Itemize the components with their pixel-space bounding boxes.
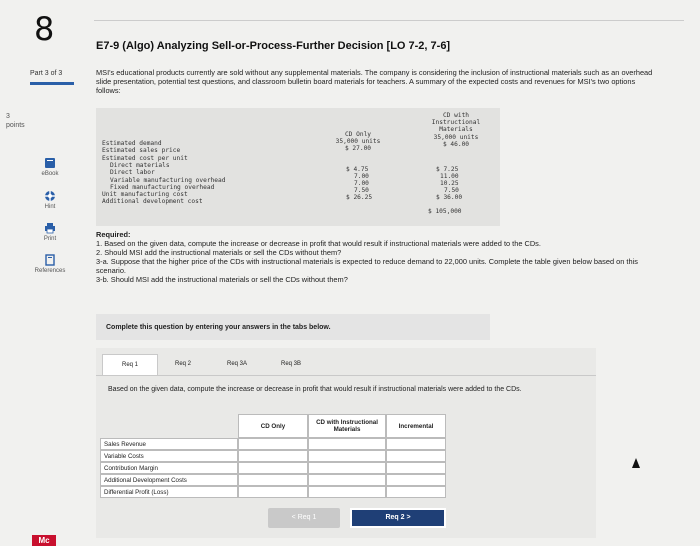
required-item: 3-a. Suppose that the higher price of the CDs with instructional materials is expected to reduce demand to 22,000 units. Complete the table given below based on this scenario. xyxy=(96,257,638,275)
row-label-additional-development-costs: Additional Development Costs xyxy=(100,474,238,486)
mouse-cursor xyxy=(632,458,640,468)
tab-req-3a[interactable]: Req 3A xyxy=(226,361,247,367)
header-incremental: Incremental xyxy=(386,414,446,438)
header-line: Materials xyxy=(439,126,473,134)
row-label: Direct labor xyxy=(110,169,155,176)
panel-instructions: Based on the given data, compute the increase or decrease in profit that would result if instructional materials were added to the CDs. xyxy=(108,386,522,393)
value-cd-only: 7.50 xyxy=(354,187,369,194)
points-block xyxy=(6,112,25,130)
header-line: 35,000 units xyxy=(433,133,479,141)
tab-divider xyxy=(96,375,596,376)
input-incremental-contribution-margin[interactable] xyxy=(386,462,446,474)
required-item: 3-b. Should MSI add the instructional materials or sell the CDs without them? xyxy=(96,275,348,284)
input-cd-with-variable-costs[interactable] xyxy=(308,450,386,462)
header-cd-with-materials xyxy=(416,112,496,148)
header-cd-only xyxy=(328,131,388,153)
row-label: Estimated cost per unit xyxy=(102,155,188,162)
value-cd-only: $ 26.25 xyxy=(346,194,373,201)
question-number: 8 xyxy=(34,10,55,48)
row-label-sales-revenue: Sales Revenue xyxy=(100,438,238,450)
required-section xyxy=(96,230,656,284)
row-label: Estimated sales price xyxy=(102,147,181,154)
sidebar-item-label: References xyxy=(34,268,66,274)
header-line: CD Only xyxy=(344,131,372,138)
input-cd-only-variable-costs[interactable] xyxy=(238,450,308,462)
intro-text: MSI's educational products currently are sold without any supplemental materials. The company is considering the inclusion of instructional materials such as an overhead slide presentation, potential test questions, and classroom bulletin board materials for teachers. A summary of the expected costs and revenues for MSI's two options follows: xyxy=(96,68,653,95)
sidebar-item-label: eBook xyxy=(41,171,59,177)
input-cd-only-contribution-margin[interactable] xyxy=(238,462,308,474)
row-label: Unit manufacturing cost xyxy=(102,191,188,198)
references-icon xyxy=(44,254,56,266)
sidebar-item-label: Hint xyxy=(44,204,56,210)
complete-notice xyxy=(96,314,490,340)
points-label: points xyxy=(6,122,25,129)
next-req-button[interactable]: Req 2 > xyxy=(350,508,446,528)
header-divider xyxy=(94,20,684,21)
value-cd-with: $ 105,000 xyxy=(428,208,462,215)
header-line: $ 27.00 xyxy=(344,145,372,153)
row-label-differential-profit: Differential Profit (Loss) xyxy=(100,486,238,498)
value-cd-with: 7.50 xyxy=(444,187,459,194)
input-cd-with-sales-revenue[interactable] xyxy=(308,438,386,450)
row-label: Direct materials xyxy=(110,162,170,169)
row-label: Additional development cost xyxy=(102,198,203,205)
required-heading: Required: xyxy=(96,230,131,239)
complete-notice-text: Complete this question by entering your answers in the tabs below. xyxy=(106,324,331,331)
tab-req-1[interactable]: Req 1 xyxy=(102,354,158,375)
row-label-contribution-margin: Contribution Margin xyxy=(100,462,238,474)
part-progress-bar xyxy=(30,82,74,85)
part-indicator: Part 3 of 3 xyxy=(30,70,63,77)
value-cd-with: $ 36.00 xyxy=(436,194,463,201)
sidebar-item-ebook[interactable] xyxy=(30,157,70,177)
input-incremental-variable-costs[interactable] xyxy=(386,450,446,462)
required-item: 1. Based on the given data, compute the increase or decrease in profit that would result if instructional materials were added to the CDs. xyxy=(96,239,541,248)
value-cd-only: 7.00 xyxy=(354,180,369,187)
header-line: 35,000 units xyxy=(335,138,381,146)
input-cd-with-differential-profit[interactable] xyxy=(308,486,386,498)
value-cd-with: 11.00 xyxy=(440,173,459,180)
sidebar-item-print[interactable] xyxy=(30,222,70,242)
page-title: E7-9 (Algo) Analyzing Sell-or-Process-Further Decision [LO 7-2, 7-6] xyxy=(96,40,451,52)
value-cd-with: $ 7.25 xyxy=(436,166,459,173)
cost-data-table xyxy=(96,108,500,226)
header-line: CD with xyxy=(442,112,470,119)
brand-logo: Mc xyxy=(32,535,56,546)
answer-panel xyxy=(96,348,596,538)
value-cd-only: $ 4.75 xyxy=(346,166,369,173)
row-label-variable-costs: Variable Costs xyxy=(100,450,238,462)
header-line: Instructional xyxy=(431,119,481,127)
header-line: $ 46.00 xyxy=(442,140,470,148)
required-item: 2. Should MSI add the instructional materials or sell the CDs without them? xyxy=(96,248,342,257)
book-icon xyxy=(44,157,56,169)
sidebar-item-references[interactable] xyxy=(30,254,70,274)
input-cd-with-additional-development-costs[interactable] xyxy=(308,474,386,486)
row-label: Fixed manufacturing overhead xyxy=(110,184,215,191)
sidebar-item-hint[interactable] xyxy=(30,190,70,210)
input-cd-with-contribution-margin[interactable] xyxy=(308,462,386,474)
tab-req-2[interactable]: Req 2 xyxy=(174,361,191,367)
input-cd-only-sales-revenue[interactable] xyxy=(238,438,308,450)
input-incremental-differential-profit[interactable] xyxy=(386,486,446,498)
row-label: Variable manufacturing overhead xyxy=(110,177,226,184)
input-cd-only-differential-profit[interactable] xyxy=(238,486,308,498)
input-cd-only-additional-development-costs[interactable] xyxy=(238,474,308,486)
lifebuoy-icon xyxy=(44,190,56,202)
points-value: 3 xyxy=(6,113,10,120)
input-incremental-additional-development-costs[interactable] xyxy=(386,474,446,486)
row-label: Estimated demand xyxy=(102,140,162,147)
value-cd-with: 10.25 xyxy=(440,180,459,187)
tab-req-3b[interactable]: Req 3B xyxy=(280,361,301,367)
sidebar-item-label: Print xyxy=(43,236,57,242)
header-cd-only: CD Only xyxy=(238,414,308,438)
input-incremental-sales-revenue[interactable] xyxy=(386,438,446,450)
prev-req-button[interactable]: < Req 1 xyxy=(268,508,340,528)
printer-icon xyxy=(44,222,56,234)
value-cd-only: 7.00 xyxy=(354,173,369,180)
header-cd-with-materials: CD with Instructional Materials xyxy=(308,414,386,438)
sidebar xyxy=(0,0,78,546)
